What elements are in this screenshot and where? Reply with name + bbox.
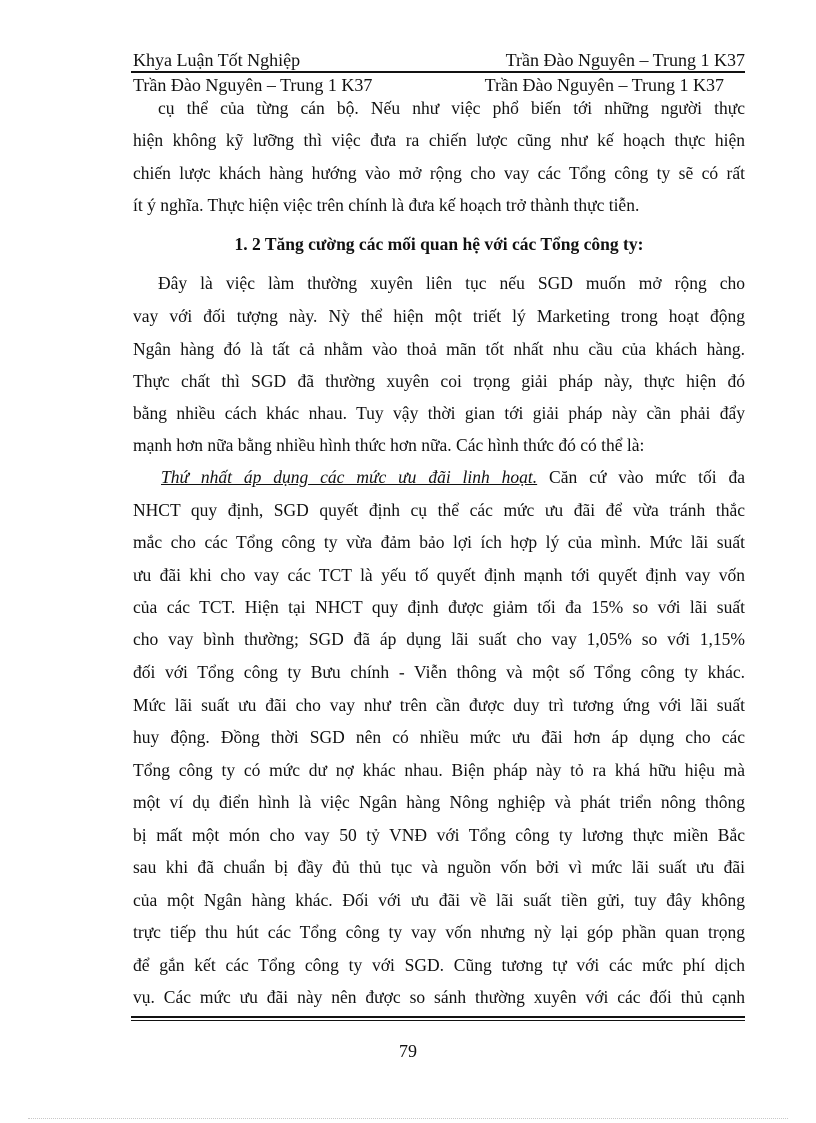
- text-line: sau khi đã chuẩn bị đầy đủ thủ tục và nguồn vốn bởi vì mức lãi suất ưu đãi: [133, 857, 745, 877]
- lead-line-rest: Căn cứ vào mức tối đa: [537, 467, 745, 487]
- footer-rule: [131, 1016, 745, 1018]
- text-line: của các TCT. Hiện tại NHCT quy định được giảm tối đa 15% so với lãi suất: [133, 597, 745, 617]
- text-line: một ví dụ điển hình là việc Ngân hàng Nông nghiệp và phát triển nông thông: [133, 792, 745, 812]
- page-edge-divider: [28, 1118, 788, 1119]
- text-line: Mức lãi suất ưu đãi cho vay như trên cần được duy trì tương ứng với lãi suất: [133, 695, 745, 715]
- page-header: [133, 49, 745, 71]
- header-duplicate-right: Trần Đào Nguyên – Trung 1 K37: [484, 75, 724, 95]
- text-line: ít ý nghĩa. Thực hiện việc trên chính là đưa kế hoạch trở thành thực tiễn.: [133, 195, 640, 215]
- page-number: 79: [399, 1041, 417, 1061]
- italic-lead-phrase: Thứ nhất áp dụng các mức ưu đãi linh hoạt.: [161, 467, 538, 487]
- header-rule: [131, 71, 745, 73]
- text-line: vay với đối tượng này. Nỳ thể hiện một triết lý Marketing trong hoạt động: [133, 306, 745, 326]
- text-line: Thực chất thì SGD đã thường xuyên coi trọng giải pháp này, thực hiện đó: [133, 371, 745, 391]
- footer-rule-thin: [131, 1020, 745, 1021]
- text-line: NHCT quy định, SGD quyết định cụ thể các mức ưu đãi để vừa tránh thắc: [133, 500, 745, 520]
- text-line: ưu đãi khi cho vay các TCT là yếu tố quyết định mạnh tới quyết định vay vốn: [133, 565, 745, 585]
- text-line: đối với Tổng công ty Bưu chính - Viễn thông và một số Tổng công ty khác.: [133, 662, 745, 682]
- text-line: trực tiếp thu hút các Tổng công ty vay vốn nhưng nỳ lại góp phần quan trọng: [133, 922, 745, 942]
- text-line: huy động. Đồng thời SGD nên có nhiều mức ưu đãi hơn áp dụng cho các: [133, 727, 745, 747]
- text-line: để gắn kết các Tổng công ty với SGD. Cũng tương tự với các mức phí dịch: [133, 955, 745, 975]
- text-line: Ngân hàng đó là tất cả nhằm vào thoả mãn tốt nhất nhu cầu của khách hàng.: [133, 339, 745, 359]
- text-line: mạnh hơn nữa bằng nhiều hình thức hơn nữa. Các hình thức đó có thể là:: [133, 435, 645, 455]
- header-thesis-label: Khya Luận Tốt Nghiệp: [133, 50, 301, 70]
- text-line: cho vay bình thường; SGD đã áp dụng lãi suất cho vay 1,05% so với 1,15%: [133, 629, 745, 649]
- text-line: Đây là việc làm thường xuyên liên tục nếu SGD muốn mở rộng cho: [158, 273, 745, 293]
- header-duplicate-left: Trần Đào Nguyên – Trung 1 K37: [133, 75, 373, 95]
- section-heading: 1. 2 Tăng cường các mối quan hệ với các Tổng công ty:: [234, 234, 644, 254]
- text-line: vụ. Các mức ưu đãi này nên được so sánh thường xuyên với các đối thủ cạnh: [133, 987, 745, 1007]
- text-line: hiện không kỹ lưỡng thì việc đưa ra chiến lược cũng như kế hoạch thực hiện: [133, 130, 745, 150]
- text-line: bị mất một món cho vay 50 tỷ VNĐ với Tổng công ty lương thực miền Bắc: [133, 825, 745, 845]
- text-line: mắc cho các Tổng công ty vừa đảm bảo lợi ích hợp lý của mình. Mức lãi suất: [133, 532, 745, 552]
- header-duplicate-line: [133, 74, 745, 96]
- text-line: [161, 466, 745, 488]
- text-line: Tổng công ty có mức dư nợ khác nhau. Biện pháp này tỏ ra khá hữu hiệu mà: [133, 760, 745, 780]
- text-line: bằng nhiều cách khác nhau. Tuy vậy thời gian tới giải pháp này cần phải đẩy: [133, 403, 745, 423]
- text-line: chiến lược khách hàng hướng vào mở rộng cho vay các Tổng công ty sẽ có rất: [133, 163, 745, 183]
- header-author: Trần Đào Nguyên – Trung 1 K37: [505, 50, 745, 70]
- text-line: cụ thể của từng cán bộ. Nếu như việc phổ biến tới những người thực: [158, 98, 745, 118]
- text-line: của một Ngân hàng khác. Đối với ưu đãi về lãi suất tiền gửi, tuy đây không: [133, 890, 745, 910]
